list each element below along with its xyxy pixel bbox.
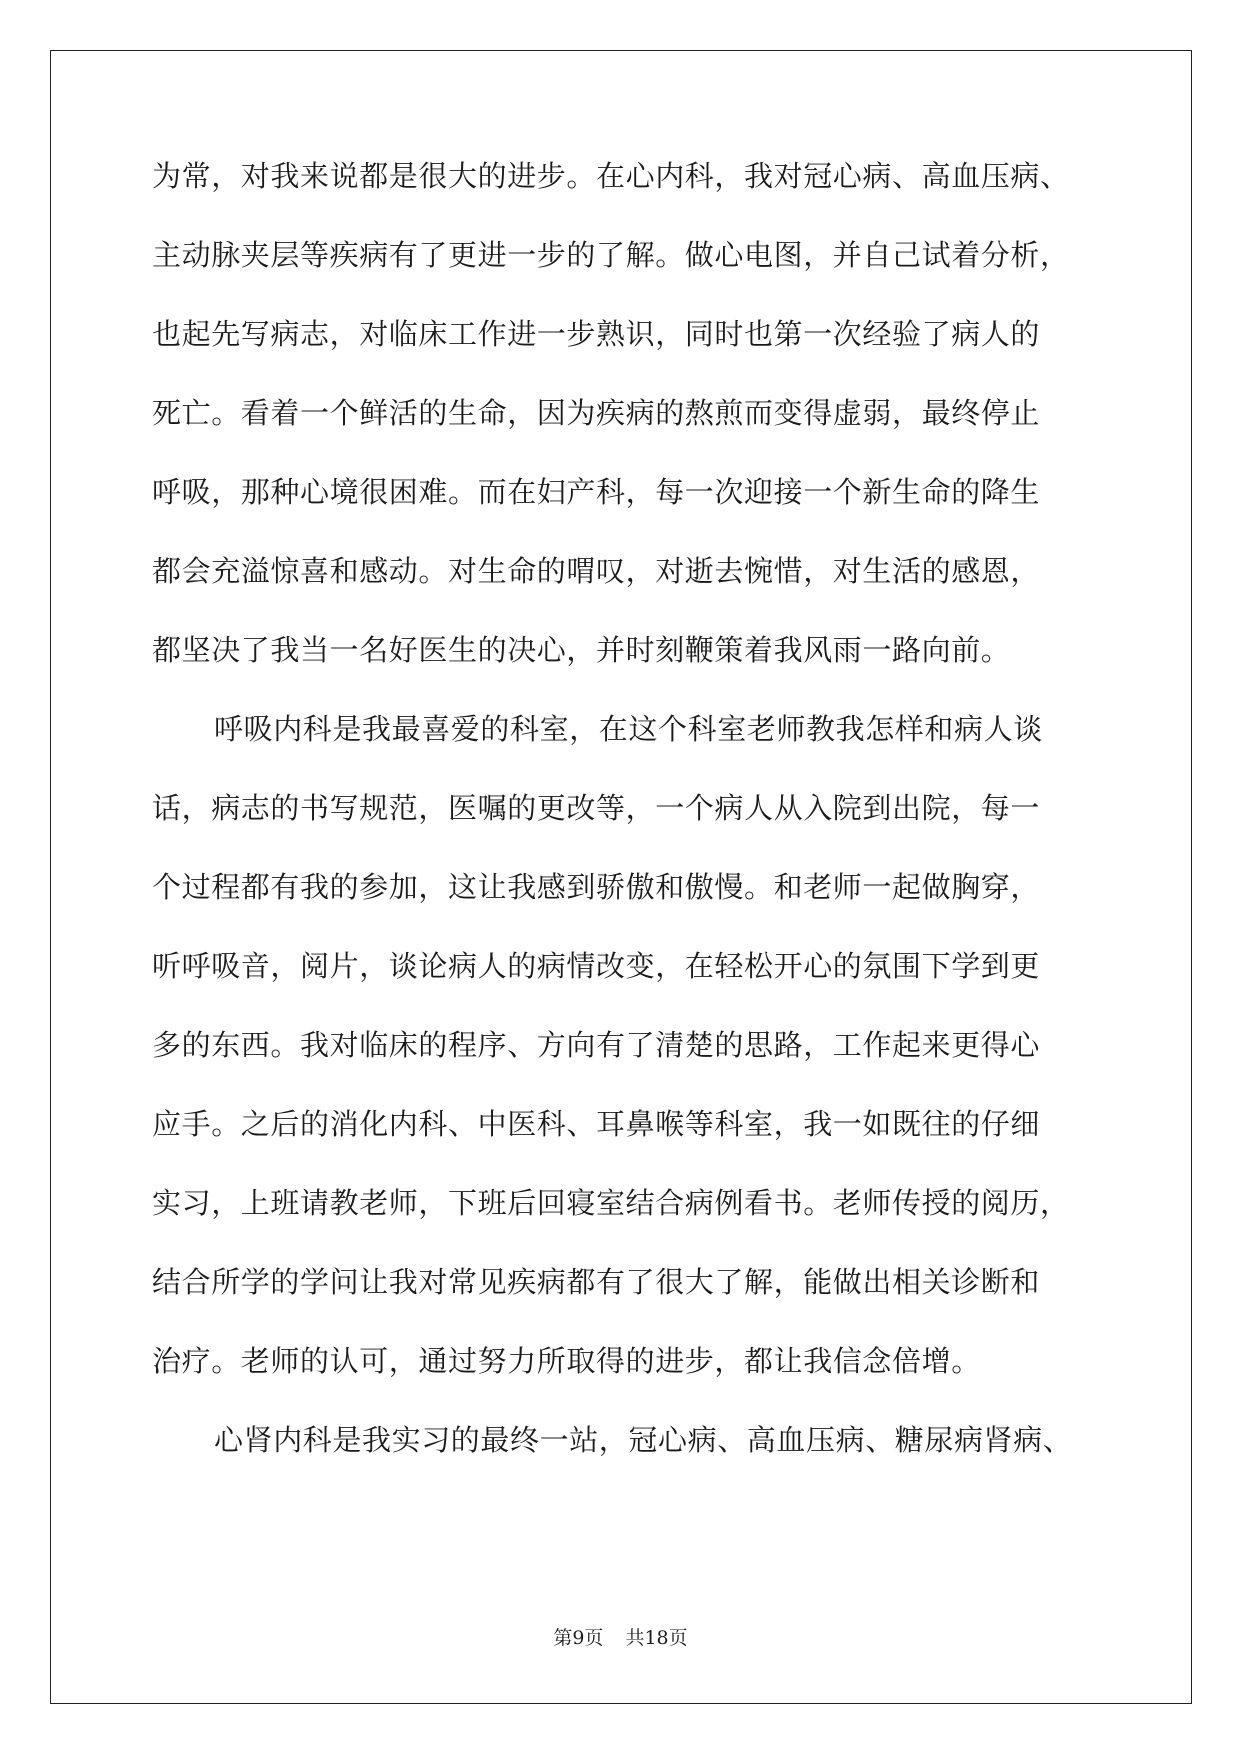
text-line: 都坚决了我当一名好医生的决心，并时刻鞭策着我风雨一路向前。 (152, 633, 1011, 667)
page-total: 共18页 (625, 1627, 688, 1649)
text-line: 实习，上班请教老师，下班后回寝室结合病例看书。老师传授的阅历， (152, 1186, 1070, 1220)
text-line: 都会充溢惊喜和感动。对生命的喟叹，对逝去惋惜，对生活的感恩， (152, 554, 1041, 588)
text-line: 也起先写病志，对临床工作进一步熟识，同时也第一次经验了病人的 (152, 317, 1041, 351)
text-line: 为常，对我来说都是很大的进步。在心内科，我对冠心病、高血压病、 (152, 159, 1070, 193)
paragraph-start-line: 心肾内科是我实习的最终一站，冠心病、高血压病、糖尿病肾病、 (214, 1423, 1073, 1457)
text-line: 主动脉夹层等疾病有了更进一步的了解。做心电图，并自己试着分析， (152, 238, 1070, 272)
text-line: 死亡。看着一个鲜活的生命，因为疾病的熬煎而变得虚弱，最终停止 (152, 396, 1041, 430)
text-line: 多的东西。我对临床的程序、方向有了清楚的思路，工作起来更得心 (152, 1028, 1041, 1062)
text-line: 应手。之后的消化内科、中医科、耳鼻喉等科室，我一如既往的仔细 (152, 1107, 1041, 1141)
document-body (152, 160, 1112, 1503)
page-number: 第9页 (553, 1627, 604, 1649)
text-line: 呼吸，那种心境很困难。而在妇产科，每一次迎接一个新生命的降生 (152, 475, 1041, 509)
paragraph-start-line: 呼吸内科是我最喜爱的科室，在这个科室老师教我怎样和病人谈 (214, 712, 1043, 746)
text-line: 个过程都有我的参加，这让我感到骄傲和傲慢。和老师一起做胸穿， (152, 870, 1041, 904)
text-line: 话，病志的书写规范，医嘱的更改等，一个病人从入院到出院，每一 (152, 791, 1041, 825)
text-line: 听呼吸音，阅片，谈论病人的病情改变，在轻松开心的氛围下学到更 (152, 949, 1041, 983)
text-line: 结合所学的学问让我对常见疾病都有了很大了解，能做出相关诊断和 (152, 1265, 1041, 1299)
text-line: 治疗。老师的认可，通过努力所取得的进步，都让我信念倍增。 (152, 1344, 981, 1378)
page-footer (0, 1627, 1241, 1649)
